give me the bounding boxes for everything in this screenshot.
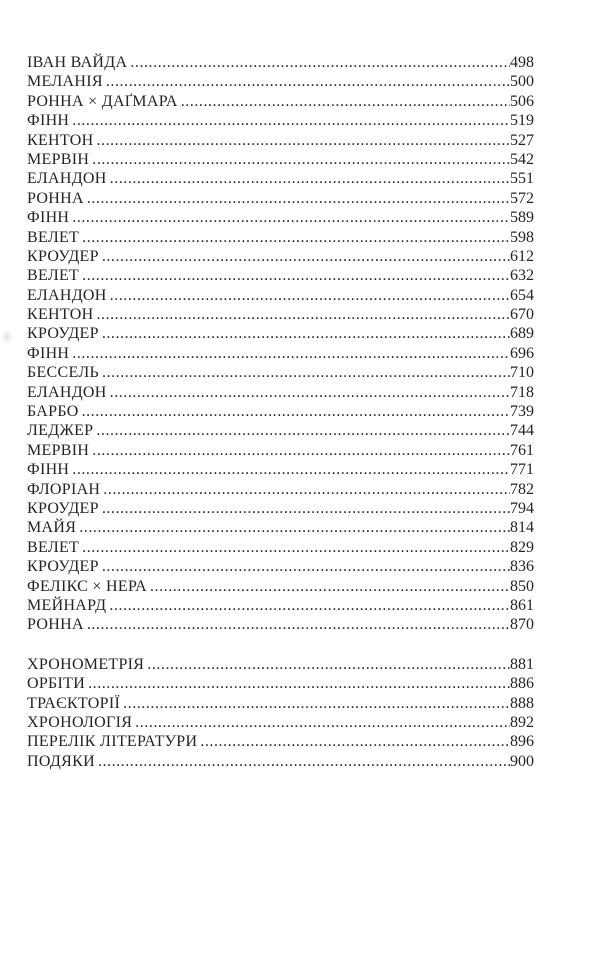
scan-artifact xyxy=(1,330,13,344)
toc-entry-page-number: 670 xyxy=(510,306,534,324)
toc-entry-title: КЕНТОН xyxy=(27,306,94,324)
dot-leader xyxy=(82,266,510,285)
dot-leader xyxy=(82,538,510,557)
toc-row xyxy=(27,694,534,713)
dot-leader xyxy=(109,596,510,615)
dot-leader xyxy=(110,286,510,305)
toc-entry-title: МЕЛАНІЯ xyxy=(27,73,103,91)
dot-leader xyxy=(106,72,510,91)
toc-entry-page-number: 589 xyxy=(510,209,534,227)
dot-leader xyxy=(98,752,510,771)
toc-row xyxy=(27,480,534,499)
toc-entry-title: РОННА xyxy=(27,189,84,207)
toc-row xyxy=(27,344,534,363)
dot-leader xyxy=(147,655,510,674)
dot-leader xyxy=(96,131,510,150)
toc-entry-page-number: 519 xyxy=(510,112,534,130)
dot-leader xyxy=(103,480,510,499)
toc-row xyxy=(27,615,534,634)
toc-row xyxy=(27,324,534,343)
dot-leader xyxy=(72,111,510,130)
toc-entry-page-number: 900 xyxy=(510,752,534,770)
dot-leader xyxy=(79,518,510,537)
dot-leader xyxy=(110,169,510,188)
toc-entry-title: ТРАЄКТОРІЇ xyxy=(27,694,121,712)
toc-entry-title: ПОДЯКИ xyxy=(27,752,95,770)
toc-entry-page-number: 870 xyxy=(510,616,534,634)
toc-row xyxy=(27,538,534,557)
toc-row xyxy=(27,286,534,305)
toc-entry-title: БАРБО xyxy=(27,403,79,421)
toc-entry-page-number: 836 xyxy=(510,558,534,576)
dot-leader xyxy=(102,363,510,382)
toc-entry-page-number: 794 xyxy=(510,499,534,517)
toc-row xyxy=(27,131,534,150)
toc-entry-title: ЕЛАНДОН xyxy=(27,170,107,188)
dot-leader xyxy=(92,441,510,460)
toc-entry-title: ФІНН xyxy=(27,112,70,130)
toc-entry-title: ЛЕДЖЕР xyxy=(27,422,94,440)
toc-row xyxy=(27,208,534,227)
toc-entry-title: КРОУДЕР xyxy=(27,499,99,517)
toc-entry-title: ФЛОРІАН xyxy=(27,480,101,498)
toc-entry-title: КРОУДЕР xyxy=(27,247,99,265)
toc-entry-title: ВЕЛЕТ xyxy=(27,228,80,246)
toc-row xyxy=(27,655,534,674)
dot-leader xyxy=(181,92,510,111)
toc-main-list xyxy=(27,53,534,635)
toc-entry-title: ЕЛАНДОН xyxy=(27,286,107,304)
dot-leader xyxy=(102,557,510,576)
toc-entry-page-number: 814 xyxy=(510,519,534,537)
toc-entry-title: МЕРВІН xyxy=(27,441,90,459)
dot-leader xyxy=(110,383,510,402)
toc-row xyxy=(27,557,534,576)
dot-leader xyxy=(135,713,510,732)
toc-entry-title: КЕНТОН xyxy=(27,131,94,149)
toc-entry-title: ХРОНОЛОГІЯ xyxy=(27,713,133,731)
toc-content xyxy=(27,53,534,771)
toc-row xyxy=(27,713,534,732)
toc-row xyxy=(27,402,534,421)
toc-row xyxy=(27,441,534,460)
dot-leader xyxy=(92,150,510,169)
toc-entry-page-number: 718 xyxy=(510,383,534,401)
toc-row xyxy=(27,305,534,324)
toc-entry-page-number: 506 xyxy=(510,92,534,110)
toc-entry-page-number: 542 xyxy=(510,150,534,168)
toc-entry-title: МАЙЯ xyxy=(27,519,77,537)
dot-leader xyxy=(72,208,510,227)
toc-entry-title: ФЕЛІКС × НЕРА xyxy=(27,577,147,595)
toc-row xyxy=(27,247,534,266)
toc-row xyxy=(27,72,534,91)
toc-entry-page-number: 739 xyxy=(510,403,534,421)
toc-entry-title: РОННА × ДАҐМАРА xyxy=(27,92,178,110)
toc-entry-page-number: 632 xyxy=(510,267,534,285)
toc-entry-page-number: 500 xyxy=(510,73,534,91)
toc-row xyxy=(27,732,534,751)
toc-entry-title: ФІНН xyxy=(27,344,70,362)
toc-back-matter-list xyxy=(27,655,534,771)
dot-leader xyxy=(87,189,510,208)
toc-row xyxy=(27,383,534,402)
toc-entry-page-number: 598 xyxy=(510,228,534,246)
toc-row xyxy=(27,674,534,693)
toc-entry-title: МЕРВІН xyxy=(27,150,90,168)
toc-entry-page-number: 888 xyxy=(510,694,534,712)
toc-row xyxy=(27,111,534,130)
toc-entry-title: ХРОНОМЕТРІЯ xyxy=(27,655,145,673)
toc-entry-page-number: 829 xyxy=(510,538,534,556)
dot-leader xyxy=(96,421,510,440)
dot-leader xyxy=(123,694,510,713)
toc-entry-page-number: 654 xyxy=(510,286,534,304)
dot-leader xyxy=(87,615,510,634)
toc-entry-page-number: 886 xyxy=(510,675,534,693)
dot-leader xyxy=(88,674,510,693)
toc-entry-page-number: 689 xyxy=(510,325,534,343)
toc-entry-title: ПЕРЕЛІК ЛІТЕРАТУРИ xyxy=(27,733,198,751)
toc-entry-title: ОРБІТИ xyxy=(27,675,86,693)
toc-row xyxy=(27,577,534,596)
toc-row xyxy=(27,92,534,111)
dot-leader xyxy=(150,577,510,596)
toc-entry-page-number: 782 xyxy=(510,480,534,498)
toc-entry-page-number: 850 xyxy=(510,577,534,595)
dot-leader xyxy=(96,305,510,324)
toc-entry-page-number: 861 xyxy=(510,596,534,614)
dot-leader xyxy=(102,499,510,518)
toc-entry-title: ЕЛАНДОН xyxy=(27,383,107,401)
toc-entry-title: ФІНН xyxy=(27,461,70,479)
toc-entry-page-number: 572 xyxy=(510,189,534,207)
toc-row xyxy=(27,421,534,440)
toc-entry-page-number: 498 xyxy=(510,54,534,71)
dot-leader xyxy=(82,402,510,421)
toc-entry-title: КРОУДЕР xyxy=(27,558,99,576)
toc-entry-title: ІВАН ВАЙДА xyxy=(27,54,128,71)
toc-row xyxy=(27,53,534,72)
toc-entry-title: ВЕЛЕТ xyxy=(27,538,80,556)
toc-entry-page-number: 896 xyxy=(510,733,534,751)
toc-row xyxy=(27,228,534,247)
toc-entry-title: ВЕЛЕТ xyxy=(27,267,80,285)
toc-row xyxy=(27,596,534,615)
toc-entry-page-number: 771 xyxy=(510,461,534,479)
toc-row xyxy=(27,518,534,537)
toc-row xyxy=(27,499,534,518)
dot-leader xyxy=(102,324,510,343)
toc-entry-page-number: 527 xyxy=(510,131,534,149)
toc-entry-title: ФІНН xyxy=(27,209,70,227)
toc-row xyxy=(27,150,534,169)
toc-entry-title: МЕЙНАРД xyxy=(27,596,107,614)
dot-leader xyxy=(72,344,510,363)
toc-entry-title: КРОУДЕР xyxy=(27,325,99,343)
dot-leader xyxy=(200,732,510,751)
toc-row xyxy=(27,266,534,285)
toc-entry-page-number: 744 xyxy=(510,422,534,440)
dot-leader xyxy=(72,460,510,479)
toc-entry-page-number: 612 xyxy=(510,247,534,265)
toc-row xyxy=(27,460,534,479)
dot-leader xyxy=(82,228,510,247)
toc-entry-title: РОННА xyxy=(27,616,84,634)
toc-row xyxy=(27,752,534,771)
toc-entry-page-number: 710 xyxy=(510,364,534,382)
toc-entry-title: БЕССЕЛЬ xyxy=(27,364,100,382)
toc-entry-page-number: 892 xyxy=(510,713,534,731)
toc-entry-page-number: 551 xyxy=(510,170,534,188)
toc-row xyxy=(27,169,534,188)
toc-row xyxy=(27,189,534,208)
toc-row xyxy=(27,363,534,382)
dot-leader xyxy=(130,53,510,72)
toc-entry-page-number: 881 xyxy=(510,655,534,673)
toc-entry-page-number: 696 xyxy=(510,344,534,362)
toc-entry-page-number: 761 xyxy=(510,441,534,459)
dot-leader xyxy=(102,247,510,266)
